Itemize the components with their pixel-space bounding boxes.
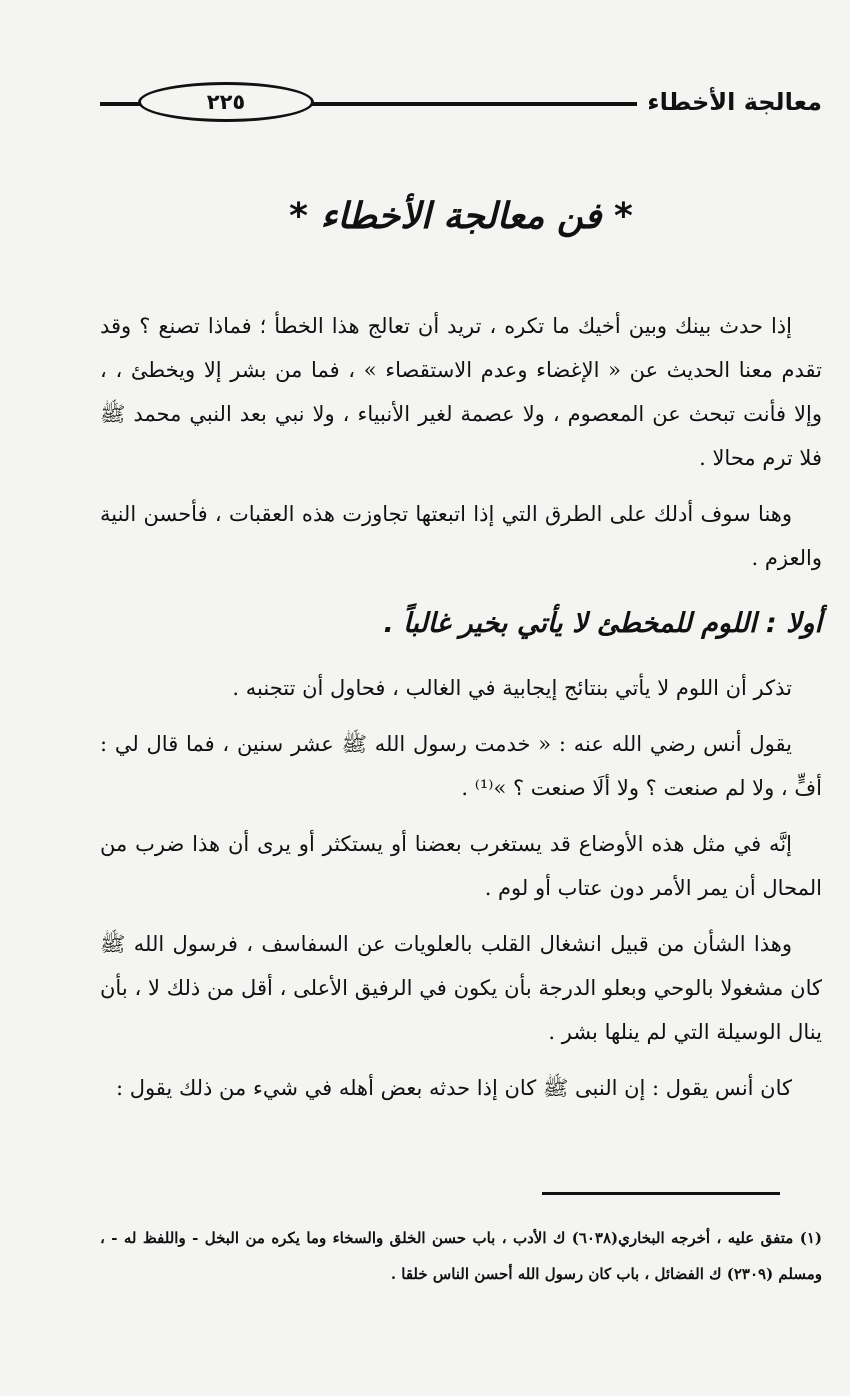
- page-header: [100, 82, 822, 122]
- footnotes: [100, 1220, 822, 1292]
- chapter-title: * فن معالجة الأخطاء *: [289, 196, 633, 237]
- paragraph: يقول أنس رضي الله عنه : « خدمت رسول الله ﷺ عشر سنين ، فما قال لي : أفٍّ ، ولا لم صنعت ؟ ولا ألَا صنعت ؟ »⁽¹⁾ .: [100, 732, 822, 800]
- paragraph: إذا حدث بينك وبين أخيك ما تكره ، تريد أن تعالج هذا الخطأ ؛ فماذا تصنع ؟ وقد تقدم معنا الحديث عن « الإغضاء وعدم الاستقصاء » ، فما من بشر إلا ويخطئ ، ، وإلا فأنت تبحث عن المعصوم ، ولا عصمة لغير الأنبياء ، ولا نبي بعد النبي محمد ﷺ فلا ترم محالا .: [100, 314, 822, 470]
- paragraph: تذكر أن اللوم لا يأتي بنتائج إيجابية في الغالب ، فحاول أن تتجنبه .: [232, 676, 792, 700]
- page-number: ٢٢٥: [138, 82, 314, 122]
- footnote: (١) متفق عليه ، أخرجه البخاري(٦٠٣٨) ك الأدب ، باب حسن الخلق والسخاء وما يكره من البخل - واللفظ له - ، ومسلم (٢٣٠٩) ك الفضائل ، باب كان رسول الله أحسن الناس خلقا .: [100, 1229, 822, 1283]
- section-heading: أولا : اللوم للمخطئ لا يأتي بخير غالباً .: [383, 608, 822, 639]
- paragraph: كان أنس يقول : إن النبى ﷺ كان إذا حدثه بعض أهله في شيء من ذلك يقول :: [115, 1076, 792, 1100]
- paragraph: وهنا سوف أدلك على الطرق التي إذا اتبعتها تجاوزت هذه العقبات ، فأحسن النية والعزم .: [100, 502, 822, 570]
- paragraph: إنَّه في مثل هذه الأوضاع قد يستغرب بعضنا أو يستكثر أو يرى أن هذا ضرب من المحال أن يمر الأمر دون عتاب أو لوم .: [100, 832, 822, 900]
- footnote-rule: [542, 1192, 780, 1195]
- running-title: معالجة الأخطاء: [637, 85, 822, 119]
- body-text: [100, 304, 822, 1122]
- paragraph: وهذا الشأن من قبيل انشغال القلب بالعلويات عن السفاسف ، فرسول الله ﷺ كان مشغولا بالوحي وبعلو الدرجة بأن يكون في الرفيق الأعلى ، أقل من ذلك لا ، بأن ينال الوسيلة التي لم ينلها بشر .: [100, 932, 822, 1044]
